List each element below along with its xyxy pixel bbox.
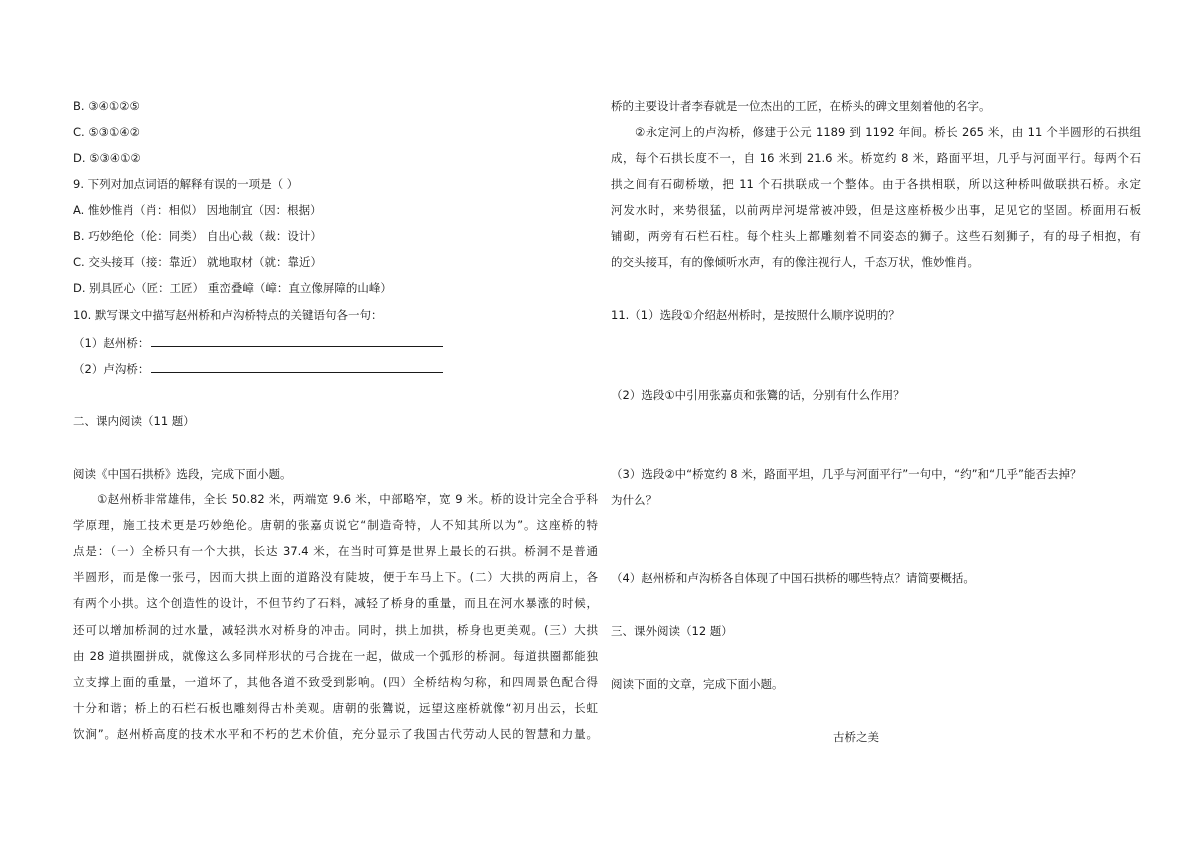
article-title: 古桥之美 bbox=[833, 730, 879, 744]
passage-1-line: 十分和谐；桥上的石栏石板也雕刻得古朴美观。唐朝的张鷟说，远望这座桥就像“初月出云，长虹 bbox=[73, 701, 598, 715]
option-c-prev: C. ⑤③①④② bbox=[73, 125, 140, 139]
passage-1-line: 半圆形，而是像一张弓，因而大拱上面的道路没有陡坡，便于车马上下。(二）大拱的两肩上，各 bbox=[73, 570, 598, 584]
passage-2-line: 的交头接耳，有的像倾听水声，有的像注视行人，千态万状，惟妙惟肖。 bbox=[611, 255, 979, 269]
question-11-1: 11.（1）选段①介绍赵州桥时，是按照什么顺序说明的？ bbox=[611, 308, 900, 322]
passage-1-line: 立支撑上面的重量，一道坏了，其他各道不致受到影响。(四）全桥结构匀称，和四周景色配合得 bbox=[73, 675, 598, 689]
answer-blank-1[interactable] bbox=[151, 334, 443, 347]
passage-2-line: ②永定河上的卢沟桥，修建于公元 1189 到 1192 年间。桥长 265 米，由 11 个半圆形的石拱组 bbox=[635, 125, 1141, 139]
passage-2-line: 铺砌，两旁有石栏石柱。每个柱头上都雕刻着不同姿态的狮子。这些石刻狮子，有的母子相抱，有 bbox=[611, 229, 1141, 243]
passage-1-line: 饮涧”。赵州桥高度的技术水平和不朽的艺术价值，充分显示了我国古代劳动人民的智慧和力量。 bbox=[73, 727, 598, 741]
passage-1-line: ①赵州桥非常雄伟，全长 50.82 米，两端宽 9.6 米，中部略窄，宽 9 米。桥的设计完全合乎科 bbox=[97, 492, 598, 506]
question-11-3-line-1: （3）选段②中“桥宽约 8 米，路面平坦，几乎与河面平行”一句中，“约”和“几乎”能否去掉？ bbox=[611, 467, 1082, 481]
section-2-title: 二、课内阅读（11 题） bbox=[73, 414, 195, 428]
question-9-stem: 9. 下列对加点词语的解释有误的一项是（ ） bbox=[73, 177, 299, 191]
question-10-item-2 bbox=[73, 360, 443, 378]
passage-1-line: 点是：（一）全桥只有一个大拱，长达 37.4 米，在当时可算是世界上最长的石拱。桥洞不是普通 bbox=[73, 544, 598, 558]
question-11-3-line-2: 为什么？ bbox=[611, 493, 657, 507]
passage-2-line: 河发水时，来势很猛，以前两岸河堤常被冲毁，但是这座桥极少出事，足见它的坚固。桥面用石板 bbox=[611, 203, 1141, 217]
passage-1-line: 学原理，施工技术更是巧妙绝伦。唐朝的张嘉贞说它“制造奇特，人不知其所以为”。这座桥的特 bbox=[73, 518, 598, 532]
passage-1-end: 桥的主要设计者李春就是一位杰出的工匠，在桥头的碑文里刻着他的名字。 bbox=[611, 99, 991, 113]
passage-2-line: 拱之间有石砌桥墩，把 11 个石拱联成一个整体。由于各拱相联，所以这种桥叫做联拱石桥。永定 bbox=[611, 177, 1141, 191]
passage-2-line: 成，每个石拱长度不一，自 16 米到 21.6 米。桥宽约 8 米，路面平坦，几乎与河面平行。每两个石 bbox=[611, 151, 1141, 165]
question-11-2: （2）选段①中引用张嘉贞和张鷟的话，分别有什么作用？ bbox=[611, 388, 905, 402]
passage-1-line: 有两个小拱。这个创造性的设计，不但节约了石料，减轻了桥身的重量，而且在河水暴涨的时候， bbox=[73, 596, 598, 610]
question-10-stem: 10. 默写课文中描写赵州桥和卢沟桥特点的关键语句各一句： bbox=[73, 308, 383, 322]
reading-2-intro: 阅读下面的文章，完成下面小题。 bbox=[611, 677, 784, 691]
question-10-label-2: （2）卢沟桥： bbox=[73, 362, 150, 376]
passage-1-line: 由 28 道拱圈拼成，就像这么多同样形状的弓合拢在一起，做成一个弧形的桥洞。每道拱圈都能独 bbox=[73, 649, 598, 663]
question-9-option-b: B. 巧妙绝伦（伦：同类） 自出心裁（裁：设计） bbox=[73, 229, 322, 243]
question-10-label-1: （1）赵州桥： bbox=[73, 336, 150, 350]
option-d-prev: D. ⑤③④①② bbox=[73, 151, 141, 165]
section-3-title: 三、课外阅读（12 题） bbox=[611, 624, 733, 638]
question-9-option-a: A. 惟妙惟肖（肖：相似） 因地制宜（因：根据） bbox=[73, 203, 322, 217]
question-11-4: （4）赵州桥和卢沟桥各自体现了中国石拱桥的哪些特点？请简要概括。 bbox=[611, 571, 975, 585]
question-10-item-1 bbox=[73, 334, 443, 352]
question-9-option-c: C. 交头接耳（接：靠近） 就地取材（就：靠近） bbox=[73, 255, 322, 269]
passage-1-line: 还可以增加桥洞的过水量，减轻洪水对桥身的冲击。同时，拱上加拱，桥身也更美观。(三）大拱 bbox=[73, 623, 598, 637]
reading-intro: 阅读《中国石拱桥》选段，完成下面小题。 bbox=[73, 467, 292, 481]
question-9-option-d: D. 别具匠心（匠：工匠） 重峦叠嶂（嶂：直立像屏障的山峰） bbox=[73, 281, 392, 295]
option-b-prev: B. ③④①②⑤ bbox=[73, 99, 140, 113]
answer-blank-2[interactable] bbox=[151, 360, 443, 373]
